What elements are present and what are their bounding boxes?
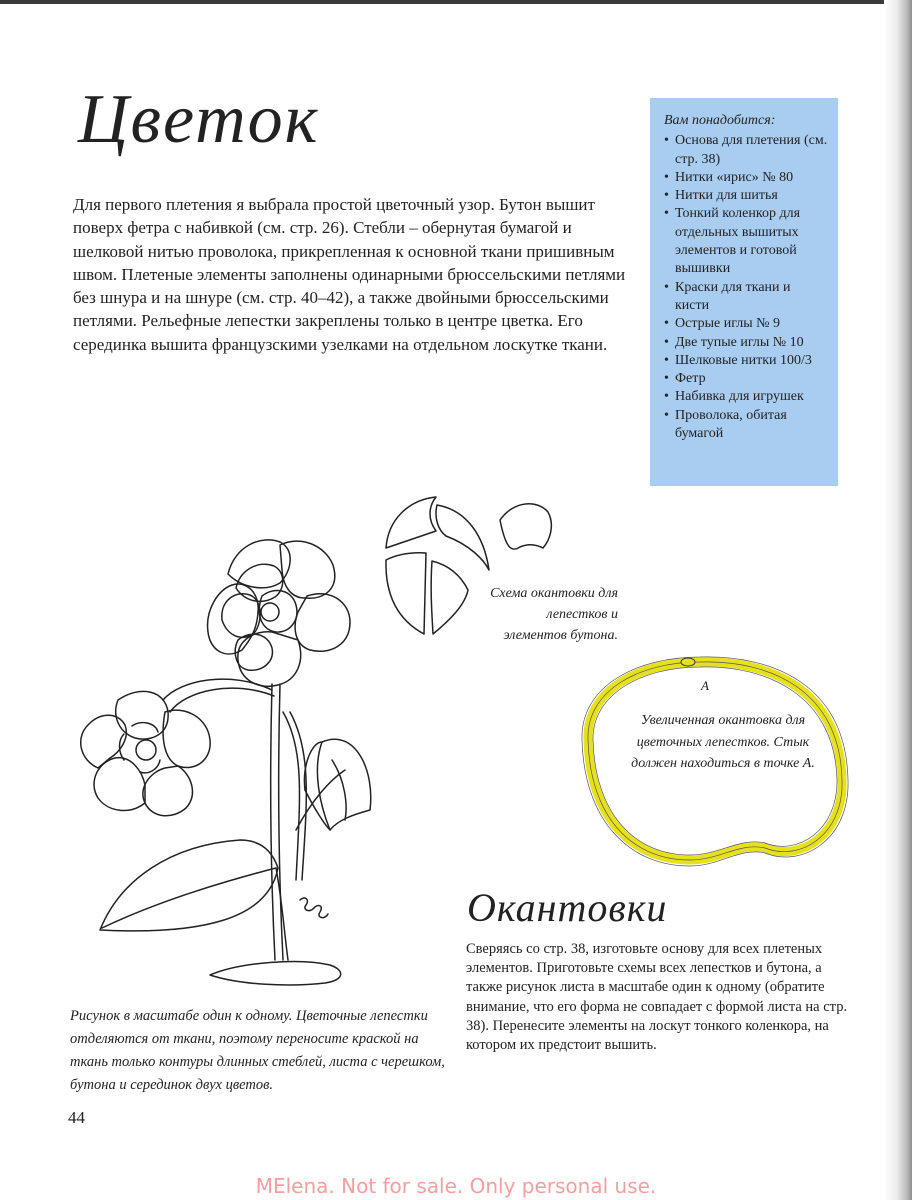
materials-item: • Фетр — [664, 370, 828, 388]
page-number: 44 — [68, 1108, 85, 1127]
page-title: Цветок — [78, 81, 320, 158]
materials-item: • Набивка для игрушек — [664, 388, 828, 406]
materials-item: • Основа для плетения (см. стр. 38) — [664, 132, 828, 169]
flower-drawing — [81, 540, 371, 985]
edging-paragraph: Сверяясь со стр. 38, изготовьте основу для всех плетеных элементов. Приготовьте схемы всех лепестков и бутона, а также рисунок листа в масштабе один к одному (обратите внимание, что его форма не совпадает с формой листа на стр. 38). Перенесите элементы на лоскут тонкого коленкора, на котором их предстоит вышить. — [466, 941, 848, 1054]
schema-caption: Схема окантовки для лепестков и элементов бутона. — [490, 586, 618, 643]
materials-item: • Острые иглы № 9 — [664, 315, 828, 333]
point-a-label: А — [701, 678, 709, 693]
drawing-caption: Рисунок в масштабе один к одному. Цветочные лепестки отделяются от ткани, поэтому переносите краской на ткань только контуры длинных стеблей, листа с черешком, бутона и серединок двух цветов. — [70, 1008, 445, 1093]
materials-item: • Краски для ткани и кисти — [664, 279, 828, 316]
materials-item: • Нитки «ирис» № 80 — [664, 169, 828, 187]
materials-item: • Шелковые нитки 100/3 — [664, 352, 828, 370]
watermark: MElena. Not for sale. Only personal use. — [255, 1174, 657, 1198]
materials-item: • Проволока, обитая бумагой — [664, 407, 828, 444]
materials-item: • Нитки для шитья — [664, 187, 828, 205]
enlarged-edging-caption: Увеличенная окантовка для цветочных лепестков. Стык должен находиться в точке А. — [631, 713, 815, 771]
intro-paragraph: Для первого плетения я выбрала простой цветочный узор. Бутон вышит поверх фетра с набивкой (см. стр. 26). Стебли – обернутая бумагой и шелковой нитью проволока, прикрепленная к основной ткани пришивным швом. Плетеные элементы заполнены одинарными брюссельскими петлями без шнура и на шнуре (см. стр. 40–42), а также двойными брюссельскими петлями. Рельефные лепестки закреплены только в центре цветка. Его серединка вышита французскими узелками на отдельном лоскутке ткани. — [73, 195, 626, 354]
materials-item: • Тонкий коленкор для отдельных вышитых элементов и готовой вышивки — [664, 205, 828, 278]
section-title: Окантовки — [467, 885, 668, 930]
materials-title: Вам понадобится: — [664, 113, 776, 128]
materials-item: • Две тупые иглы № 10 — [664, 334, 828, 352]
